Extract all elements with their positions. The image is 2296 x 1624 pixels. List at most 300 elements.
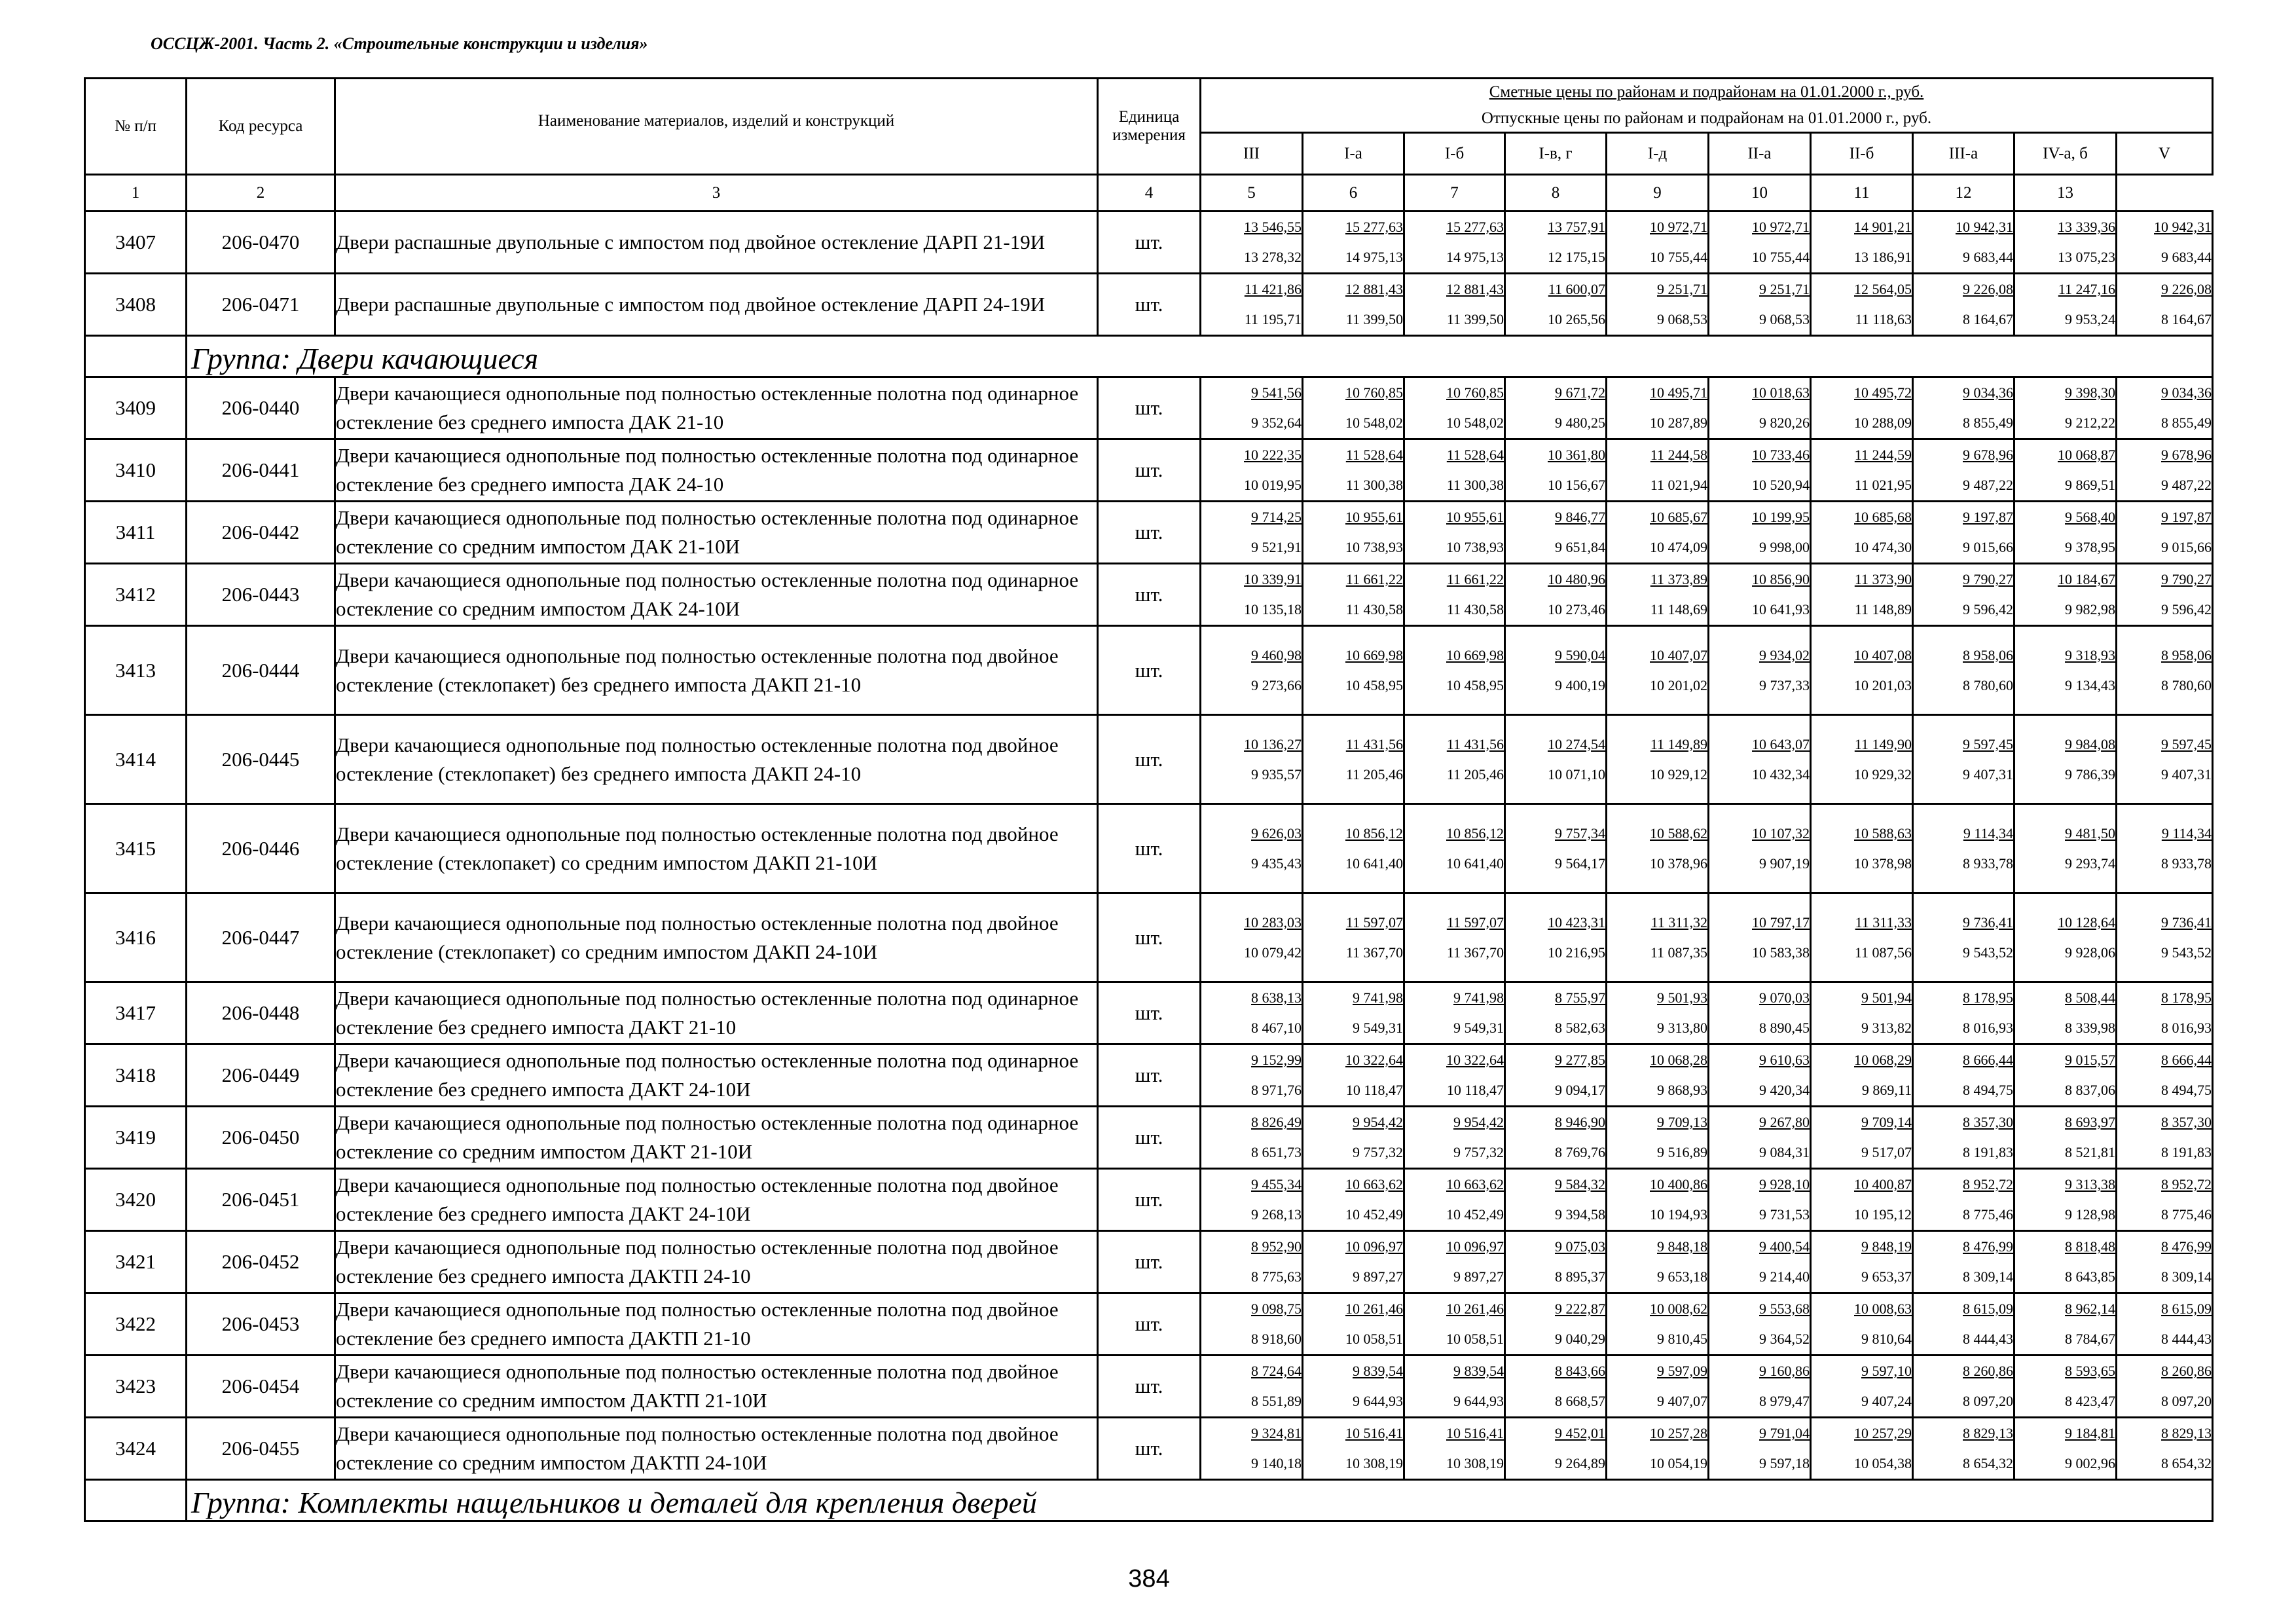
estimate-price: 10 407,07 bbox=[1650, 646, 1707, 663]
release-price: 9 543,52 bbox=[1963, 944, 2013, 961]
release-price: 8 895,37 bbox=[1555, 1268, 1605, 1285]
price-cell bbox=[2014, 502, 2117, 564]
price-cell bbox=[1201, 1044, 1303, 1107]
release-price: 8 654,32 bbox=[1963, 1455, 2013, 1471]
table-row bbox=[85, 564, 2213, 626]
estimate-price: 10 407,08 bbox=[1854, 646, 1912, 663]
estimate-price: 15 277,63 bbox=[1446, 219, 1504, 235]
table-row bbox=[85, 1231, 2213, 1293]
release-price: 9 820,26 bbox=[1759, 415, 1810, 431]
estimate-price: 11 311,33 bbox=[1855, 913, 1912, 931]
estimate-price: 10 068,28 bbox=[1650, 1052, 1707, 1068]
table-row bbox=[85, 1293, 2213, 1356]
release-price: 8 309,14 bbox=[2161, 1268, 2212, 1285]
release-price: 10 738,93 bbox=[1345, 539, 1403, 555]
release-price: 9 596,42 bbox=[2161, 601, 2212, 618]
price-cell bbox=[2014, 439, 2117, 502]
row-number: 3422 bbox=[85, 1293, 187, 1356]
unit-cell: шт. bbox=[1098, 804, 1201, 893]
row-number: 3412 bbox=[85, 564, 187, 626]
price-cell bbox=[1505, 804, 1607, 893]
row-number: 3420 bbox=[85, 1169, 187, 1231]
estimate-price: 9 034,36 bbox=[1963, 384, 2013, 401]
price-table bbox=[84, 77, 2214, 1522]
release-price: 10 308,19 bbox=[1446, 1455, 1504, 1471]
resource-code: 206-0447 bbox=[187, 893, 335, 982]
price-cell bbox=[1709, 893, 1811, 982]
estimate-price: 9 197,87 bbox=[1963, 509, 2013, 525]
price-cell bbox=[1303, 982, 1404, 1044]
row-number: 3417 bbox=[85, 982, 187, 1044]
price-cell bbox=[1505, 1169, 1607, 1231]
estimate-price: 14 901,21 bbox=[1854, 219, 1912, 235]
release-price: 8 775,46 bbox=[1963, 1206, 2013, 1223]
price-cell bbox=[1303, 1231, 1404, 1293]
column-number: 5 bbox=[1201, 175, 1303, 212]
price-cell bbox=[1811, 564, 1913, 626]
estimate-price: 10 669,98 bbox=[1446, 646, 1504, 663]
estimate-price: 10 516,41 bbox=[1345, 1425, 1403, 1441]
release-price: 10 201,03 bbox=[1854, 676, 1912, 693]
price-cell bbox=[1201, 564, 1303, 626]
price-cell bbox=[1811, 1231, 1913, 1293]
estimate-price: 9 197,87 bbox=[2161, 509, 2212, 525]
column-number: 13 bbox=[2014, 175, 2117, 212]
estimate-price: 8 958,06 bbox=[2161, 646, 2212, 663]
release-price: 8 444,43 bbox=[2161, 1331, 2212, 1347]
release-price: 9 084,31 bbox=[1759, 1144, 1810, 1160]
release-price: 10 201,02 bbox=[1650, 676, 1707, 693]
estimate-price: 12 564,05 bbox=[1854, 281, 1912, 297]
release-price: 10 738,93 bbox=[1446, 539, 1504, 555]
price-cell bbox=[2014, 893, 2117, 982]
item-name: Двери качающиеся однопольные под полностью остекленные полотна под двойное остекление без среднего импоста ДАКТП 21-10 bbox=[335, 1293, 1098, 1356]
group-row bbox=[85, 1480, 2213, 1521]
price-cell bbox=[2117, 377, 2213, 439]
release-price: 9 487,22 bbox=[2161, 477, 2212, 493]
estimate-price: 9 736,41 bbox=[1963, 913, 2013, 931]
row-number: 3411 bbox=[85, 502, 187, 564]
release-price: 9 420,34 bbox=[1759, 1082, 1810, 1098]
item-name: Двери качающиеся однопольные под полностью остекленные полотна под одинарное остекление без среднего импоста ДАК 21-10 bbox=[335, 377, 1098, 439]
estimate-price: 8 826,49 bbox=[1251, 1114, 1302, 1130]
estimate-price: 8 260,86 bbox=[2161, 1363, 2212, 1379]
estimate-price: 10 663,62 bbox=[1345, 1176, 1403, 1192]
release-price: 10 054,38 bbox=[1854, 1455, 1912, 1471]
region-header: I-в, г bbox=[1505, 133, 1607, 175]
estimate-price: 10 322,64 bbox=[1345, 1052, 1403, 1068]
item-name: Двери качающиеся однопольные под полностью остекленные полотна под двойное остекление со средним импостом ДАКТП 24-10И bbox=[335, 1418, 1098, 1480]
estimate-price: 9 114,34 bbox=[2161, 824, 2212, 841]
release-price: 11 399,50 bbox=[1446, 311, 1504, 327]
region-header: II-а bbox=[1709, 133, 1811, 175]
release-price: 10 216,95 bbox=[1548, 944, 1605, 961]
estimate-price: 9 709,13 bbox=[1657, 1114, 1707, 1130]
column-number: 8 bbox=[1505, 175, 1607, 212]
release-price: 10 058,51 bbox=[1446, 1331, 1504, 1347]
release-price: 9 068,53 bbox=[1759, 311, 1810, 327]
row-number: 3419 bbox=[85, 1107, 187, 1169]
estimate-price: 8 755,97 bbox=[1555, 989, 1605, 1006]
estimate-price: 15 277,63 bbox=[1345, 219, 1403, 235]
release-price: 10 194,93 bbox=[1650, 1206, 1707, 1223]
release-price: 9 293,74 bbox=[2065, 855, 2115, 872]
estimate-price: 10 856,90 bbox=[1752, 571, 1810, 587]
release-price: 8 775,46 bbox=[2161, 1206, 2212, 1223]
estimate-price: 10 274,54 bbox=[1548, 735, 1605, 752]
release-price: 13 186,91 bbox=[1854, 249, 1912, 265]
item-name: Двери качающиеся однопольные под полностью остекленные полотна под двойное остекление (стеклопакет) без среднего импоста ДАКП 24-10 bbox=[335, 715, 1098, 804]
price-cell bbox=[1404, 893, 1505, 982]
estimate-price: 8 962,14 bbox=[2065, 1301, 2115, 1317]
estimate-price: 10 096,97 bbox=[1345, 1238, 1403, 1255]
price-cell bbox=[1303, 212, 1404, 274]
price-cell bbox=[1303, 564, 1404, 626]
release-price: 9 002,96 bbox=[2065, 1455, 2115, 1471]
estimate-price: 8 260,86 bbox=[1963, 1363, 2013, 1379]
resource-code: 206-0440 bbox=[187, 377, 335, 439]
estimate-price: 11 528,64 bbox=[1345, 447, 1403, 463]
release-price: 11 430,58 bbox=[1446, 601, 1504, 618]
group-title: Группа: Комплекты нащельников и деталей для крепления дверей bbox=[187, 1480, 2213, 1521]
release-price: 9 128,98 bbox=[2065, 1206, 2115, 1223]
release-price: 12 175,15 bbox=[1548, 249, 1605, 265]
region-header: III-а bbox=[1913, 133, 2014, 175]
release-price: 8 855,49 bbox=[1963, 415, 2013, 431]
price-cell bbox=[1607, 377, 1709, 439]
release-price: 11 399,50 bbox=[1345, 311, 1403, 327]
release-price: 10 079,42 bbox=[1244, 944, 1302, 961]
price-cell bbox=[1201, 1107, 1303, 1169]
estimate-price: 9 226,08 bbox=[1963, 281, 2013, 297]
estimate-price: 10 685,68 bbox=[1854, 509, 1912, 525]
header-name: Наименование материалов, изделий и конструкций bbox=[335, 79, 1098, 175]
table-body bbox=[85, 212, 2213, 1521]
price-cell bbox=[2117, 1044, 2213, 1107]
prices-line-release: Отпускные цены по районам и подрайонам на 01.01.2000 г., руб. bbox=[1481, 109, 1932, 127]
resource-code: 206-0442 bbox=[187, 502, 335, 564]
price-cell bbox=[1607, 982, 1709, 1044]
price-cell bbox=[1709, 1293, 1811, 1356]
table-row bbox=[85, 274, 2213, 336]
price-cell bbox=[1201, 439, 1303, 502]
unit-cell: шт. bbox=[1098, 1356, 1201, 1418]
price-cell bbox=[2014, 1356, 2117, 1418]
estimate-price: 11 311,32 bbox=[1650, 913, 1707, 931]
estimate-price: 9 318,93 bbox=[2065, 646, 2115, 663]
release-price: 9 549,31 bbox=[1353, 1020, 1403, 1036]
price-cell bbox=[1303, 502, 1404, 564]
estimate-price: 9 313,38 bbox=[2065, 1176, 2115, 1192]
release-price: 8 979,47 bbox=[1759, 1393, 1810, 1409]
group-title: Группа: Двери качающиеся bbox=[187, 336, 2213, 377]
estimate-price: 9 597,45 bbox=[1963, 735, 2013, 752]
price-cell bbox=[1505, 626, 1607, 715]
release-price: 9 273,66 bbox=[1251, 676, 1302, 693]
price-cell bbox=[1505, 715, 1607, 804]
table-row bbox=[85, 626, 2213, 715]
price-cell bbox=[1404, 274, 1505, 336]
price-cell bbox=[1404, 1293, 1505, 1356]
release-price: 10 019,95 bbox=[1244, 477, 1302, 493]
price-cell bbox=[1201, 502, 1303, 564]
estimate-price: 9 501,93 bbox=[1657, 989, 1707, 1006]
price-cell bbox=[1913, 1169, 2014, 1231]
estimate-price: 11 431,56 bbox=[1446, 735, 1504, 752]
item-name: Двери качающиеся однопольные под полностью остекленные полотна под одинарное остекление без среднего импоста ДАК 24-10 bbox=[335, 439, 1098, 502]
table-row bbox=[85, 212, 2213, 274]
release-price: 11 021,94 bbox=[1650, 477, 1707, 493]
price-cell bbox=[2014, 1107, 2117, 1169]
price-cell bbox=[1709, 502, 1811, 564]
row-number: 3424 bbox=[85, 1418, 187, 1480]
estimate-price: 11 149,89 bbox=[1650, 735, 1707, 752]
release-price: 9 897,27 bbox=[1453, 1268, 1504, 1285]
price-cell bbox=[1505, 377, 1607, 439]
release-price: 9 564,17 bbox=[1555, 855, 1605, 872]
column-number: 7 bbox=[1404, 175, 1505, 212]
release-price: 10 641,93 bbox=[1752, 601, 1810, 618]
estimate-price: 9 075,03 bbox=[1555, 1238, 1605, 1255]
release-price: 10 265,56 bbox=[1548, 311, 1605, 327]
region-header: III bbox=[1201, 133, 1303, 175]
item-name: Двери качающиеся однопольные под полностью остекленные полотна под одинарное остекление без среднего импоста ДАКТ 21-10 bbox=[335, 982, 1098, 1044]
unit-cell: шт. bbox=[1098, 1418, 1201, 1480]
release-price: 10 583,38 bbox=[1752, 944, 1810, 961]
price-cell bbox=[2117, 715, 2213, 804]
release-price: 10 452,49 bbox=[1345, 1206, 1403, 1223]
estimate-price: 9 678,96 bbox=[2161, 447, 2212, 463]
price-cell bbox=[1913, 1107, 2014, 1169]
price-cell bbox=[2014, 1169, 2117, 1231]
estimate-price: 10 128,64 bbox=[2058, 913, 2115, 931]
release-price: 8 582,63 bbox=[1555, 1020, 1605, 1036]
estimate-price: 10 136,27 bbox=[1244, 735, 1302, 752]
release-price: 9 810,64 bbox=[1861, 1331, 1912, 1347]
estimate-price: 9 277,85 bbox=[1555, 1052, 1605, 1068]
release-price: 10 071,10 bbox=[1548, 766, 1605, 783]
price-cell bbox=[1607, 564, 1709, 626]
price-cell bbox=[1913, 212, 2014, 274]
estimate-price: 12 881,43 bbox=[1345, 281, 1403, 297]
estimate-price: 9 848,18 bbox=[1657, 1238, 1707, 1255]
price-cell bbox=[1303, 1044, 1404, 1107]
release-price: 8 494,75 bbox=[2161, 1082, 2212, 1098]
release-price: 8 890,45 bbox=[1759, 1020, 1810, 1036]
price-cell bbox=[1811, 274, 1913, 336]
release-price: 9 731,53 bbox=[1759, 1206, 1810, 1223]
price-cell bbox=[1913, 274, 2014, 336]
price-cell bbox=[1913, 982, 2014, 1044]
price-cell bbox=[1201, 377, 1303, 439]
estimate-price: 10 400,87 bbox=[1854, 1176, 1912, 1192]
price-cell bbox=[1811, 212, 1913, 274]
release-price: 10 929,32 bbox=[1854, 766, 1912, 783]
estimate-price: 9 501,94 bbox=[1861, 989, 1912, 1006]
price-cell bbox=[1607, 626, 1709, 715]
price-cell bbox=[1404, 804, 1505, 893]
estimate-price: 9 452,01 bbox=[1555, 1425, 1605, 1441]
release-price: 8 339,98 bbox=[2065, 1020, 2115, 1036]
release-price: 9 480,25 bbox=[1555, 415, 1605, 431]
release-price: 9 068,53 bbox=[1657, 311, 1707, 327]
estimate-price: 8 615,09 bbox=[1963, 1301, 2013, 1317]
price-cell bbox=[1505, 1418, 1607, 1480]
row-number: 3423 bbox=[85, 1356, 187, 1418]
price-cell bbox=[1303, 274, 1404, 336]
release-price: 9 897,27 bbox=[1353, 1268, 1403, 1285]
price-cell bbox=[1811, 1044, 1913, 1107]
release-price: 10 308,19 bbox=[1345, 1455, 1403, 1471]
estimate-price: 9 839,54 bbox=[1353, 1363, 1403, 1379]
estimate-price: 10 322,64 bbox=[1446, 1052, 1504, 1068]
price-cell bbox=[2117, 893, 2213, 982]
resource-code: 206-0454 bbox=[187, 1356, 335, 1418]
item-name: Двери качающиеся однопольные под полностью остекленные полотна под двойное остекление со средним импостом ДАКТП 21-10И bbox=[335, 1356, 1098, 1418]
estimate-price: 9 481,50 bbox=[2065, 824, 2115, 841]
price-cell bbox=[1811, 502, 1913, 564]
release-price: 9 352,64 bbox=[1251, 415, 1302, 431]
estimate-price: 10 339,91 bbox=[1244, 571, 1302, 587]
price-cell bbox=[1913, 1231, 2014, 1293]
estimate-price: 11 597,07 bbox=[1446, 913, 1504, 931]
release-price: 8 780,60 bbox=[2161, 676, 2212, 693]
estimate-price: 11 528,64 bbox=[1446, 447, 1504, 463]
item-name: Двери качающиеся однопольные под полностью остекленные полотна под двойное остекление (стеклопакет) со средним импостом ДАКП 24-10И bbox=[335, 893, 1098, 982]
estimate-price: 9 791,04 bbox=[1759, 1425, 1810, 1441]
estimate-price: 9 553,68 bbox=[1759, 1301, 1810, 1317]
row-number: 3410 bbox=[85, 439, 187, 502]
release-price: 8 971,76 bbox=[1251, 1082, 1302, 1098]
price-cell bbox=[1811, 1169, 1913, 1231]
price-cell bbox=[2014, 1044, 2117, 1107]
estimate-price: 11 431,56 bbox=[1345, 735, 1403, 752]
estimate-price: 12 881,43 bbox=[1446, 281, 1504, 297]
estimate-price: 9 757,34 bbox=[1555, 824, 1605, 841]
release-price: 8 521,81 bbox=[2065, 1144, 2115, 1160]
price-cell bbox=[1505, 564, 1607, 626]
estimate-price: 10 643,07 bbox=[1752, 735, 1810, 752]
price-cell bbox=[1607, 715, 1709, 804]
estimate-price: 9 741,98 bbox=[1353, 989, 1403, 1006]
release-price: 10 135,18 bbox=[1244, 601, 1302, 618]
price-cell bbox=[1201, 274, 1303, 336]
release-price: 10 058,51 bbox=[1345, 1331, 1403, 1347]
estimate-price: 10 495,71 bbox=[1650, 384, 1707, 401]
estimate-price: 10 760,85 bbox=[1345, 384, 1403, 401]
price-cell bbox=[1404, 1418, 1505, 1480]
release-price: 8 837,06 bbox=[2065, 1082, 2115, 1098]
estimate-price: 9 954,42 bbox=[1353, 1114, 1403, 1130]
price-cell bbox=[1607, 804, 1709, 893]
unit-cell: шт. bbox=[1098, 1231, 1201, 1293]
group-spacer bbox=[85, 1480, 187, 1521]
price-cell bbox=[2117, 564, 2213, 626]
release-price: 9 653,37 bbox=[1861, 1268, 1912, 1285]
release-price: 10 474,30 bbox=[1854, 539, 1912, 555]
price-cell bbox=[1201, 1418, 1303, 1480]
price-cell bbox=[1607, 1107, 1709, 1169]
estimate-price: 10 856,12 bbox=[1446, 824, 1504, 841]
release-price: 8 933,78 bbox=[2161, 855, 2212, 872]
item-name: Двери распашные двупольные с импостом под двойное остекление ДАРП 21-19И bbox=[335, 212, 1098, 274]
price-cell bbox=[1709, 564, 1811, 626]
price-cell bbox=[1811, 1356, 1913, 1418]
price-cell bbox=[1505, 1231, 1607, 1293]
unit-cell: шт. bbox=[1098, 274, 1201, 336]
release-price: 10 378,98 bbox=[1854, 855, 1912, 872]
price-cell bbox=[1913, 377, 2014, 439]
price-cell bbox=[1607, 1169, 1709, 1231]
estimate-price: 8 638,13 bbox=[1251, 989, 1302, 1006]
estimate-price: 10 856,12 bbox=[1345, 824, 1403, 841]
price-cell bbox=[1709, 626, 1811, 715]
estimate-price: 9 736,41 bbox=[2161, 913, 2212, 931]
release-price: 9 982,98 bbox=[2065, 601, 2115, 618]
price-cell bbox=[2117, 1107, 2213, 1169]
estimate-price: 11 149,90 bbox=[1854, 735, 1912, 752]
price-cell bbox=[1404, 439, 1505, 502]
resource-code: 206-0446 bbox=[187, 804, 335, 893]
price-cell bbox=[1404, 982, 1505, 1044]
release-price: 8 933,78 bbox=[1963, 855, 2013, 872]
estimate-price: 9 597,09 bbox=[1657, 1363, 1707, 1379]
release-price: 13 075,23 bbox=[2058, 249, 2115, 265]
release-price: 8 191,83 bbox=[1963, 1144, 2013, 1160]
estimate-price: 9 098,75 bbox=[1251, 1301, 1302, 1317]
price-cell bbox=[1607, 893, 1709, 982]
price-cell bbox=[1505, 1107, 1607, 1169]
release-price: 14 975,13 bbox=[1345, 249, 1403, 265]
unit-cell: шт. bbox=[1098, 982, 1201, 1044]
release-price: 11 300,38 bbox=[1345, 477, 1403, 493]
release-price: 10 641,40 bbox=[1345, 855, 1403, 872]
estimate-price: 9 709,14 bbox=[1861, 1114, 1912, 1130]
release-price: 9 998,00 bbox=[1759, 539, 1810, 555]
price-cell bbox=[1913, 893, 2014, 982]
estimate-price: 11 373,90 bbox=[1854, 571, 1912, 587]
estimate-price: 11 661,22 bbox=[1446, 571, 1504, 587]
row-number: 3415 bbox=[85, 804, 187, 893]
estimate-price: 9 671,72 bbox=[1555, 384, 1605, 401]
price-cell bbox=[2117, 804, 2213, 893]
release-price: 9 487,22 bbox=[1963, 477, 2013, 493]
table-row bbox=[85, 439, 2213, 502]
estimate-price: 11 597,07 bbox=[1345, 913, 1403, 931]
release-price: 10 458,95 bbox=[1446, 676, 1504, 693]
estimate-price: 9 597,10 bbox=[1861, 1363, 1912, 1379]
price-cell bbox=[1505, 1044, 1607, 1107]
price-cell bbox=[1607, 1293, 1709, 1356]
row-number: 3418 bbox=[85, 1044, 187, 1107]
row-number: 3408 bbox=[85, 274, 187, 336]
estimate-price: 10 955,61 bbox=[1446, 509, 1504, 525]
price-cell bbox=[1404, 1356, 1505, 1418]
release-price: 9 869,11 bbox=[1861, 1082, 1912, 1098]
price-cell bbox=[1303, 1169, 1404, 1231]
resource-code: 206-0445 bbox=[187, 715, 335, 804]
estimate-price: 8 666,44 bbox=[2161, 1052, 2212, 1068]
price-cell bbox=[1913, 1044, 2014, 1107]
estimate-price: 9 222,87 bbox=[1555, 1301, 1605, 1317]
running-head: ОССЦЖ-2001. Часть 2. «Строительные конструкции и изделия» bbox=[151, 34, 648, 53]
release-price: 9 935,57 bbox=[1251, 766, 1302, 783]
release-price: 9 407,07 bbox=[1657, 1393, 1707, 1409]
resource-code: 206-0449 bbox=[187, 1044, 335, 1107]
price-cell bbox=[2014, 564, 2117, 626]
release-price: 9 313,80 bbox=[1657, 1020, 1707, 1036]
estimate-price: 10 008,63 bbox=[1854, 1301, 1912, 1317]
